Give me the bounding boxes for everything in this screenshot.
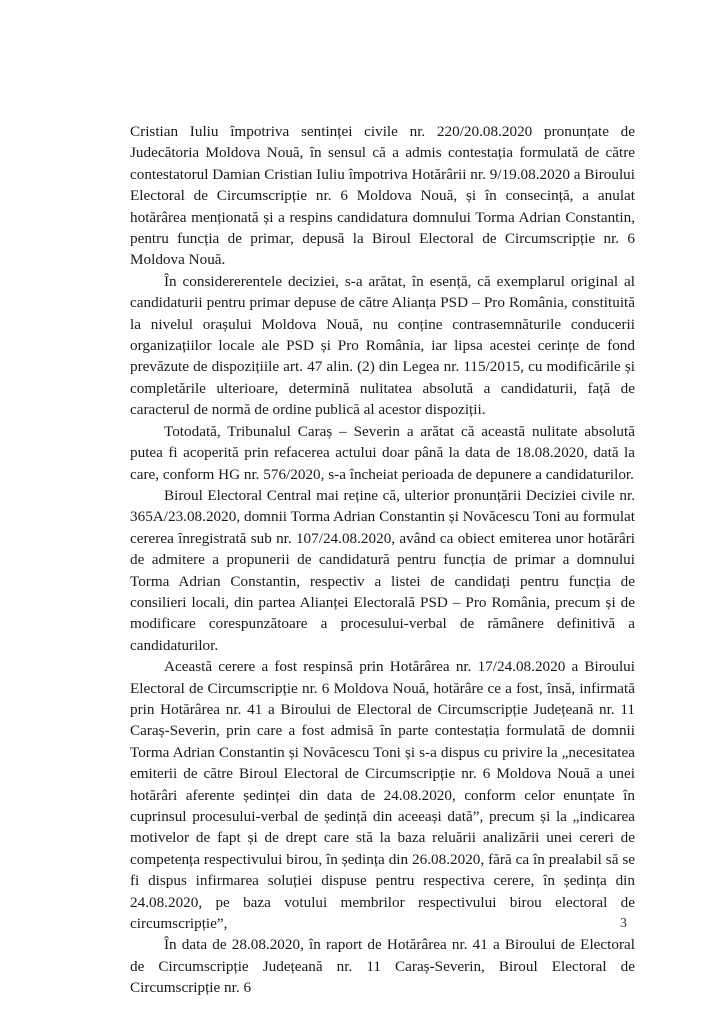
- paragraph-in-data: În data de 28.08.2020, în raport de Hotărârea nr. 41 a Biroului de Electoral de Circumscripție Județeană nr. 11 Caraș-Severin, Biroul Electoral de Circumscripție nr. 6: [130, 936, 635, 997]
- paragraph-bec-retine: Biroul Electoral Central mai reține că, ulterior pronunțării Deciziei civile nr. 365A/23.08.2020, domnii Torma Adrian Constantin și Novăcescu Toni au formulat cererea înregistrată sub nr. 107/24.08.2020, având ca obiect emiterea unor hotărâri de admitere a propunerii de candidatură pentru funcția de primar a domnului Torma Adrian Constantin, respectiv a listei de candidați pentru funcția de consilieri locali, din partea Alianței Electorală PSD – Pro România, precum și de modificare corespunzătoare a procesului-verbal de rămânere definitivă a candidaturilor.: [130, 486, 635, 654]
- page-number: 3: [620, 916, 627, 931]
- paragraph-continuation: Cristian Iuliu împotriva sentinței civile nr. 220/20.08.2020 pronunțate de Judecătoria Moldova Nouă, în sensul că a admis contestația formulată de către contestatorul Damian Cristian Iuliu împotriva Hotărârii nr. 9/19.08.2020 a Biroului Electoral de Circumscripție nr. 6 Moldova Nouă, și în consecință, a anulat hotărârea menționată și a respins candidatura domnului Torma Adrian Constantin, pentru funcția de primar, depusă la Biroul Electoral de Circumscripție nr. 6 Moldova Nouă.: [130, 123, 635, 269]
- paragraph-totodata: Totodată, Tribunalul Caraș – Severin a arătat că această nulitate absolută putea fi acoperită prin refacerea actului doar până la data de 18.08.2020, dată la care, conform HG nr. 576/2020, s-a încheiat perioada de depunere a candidaturilor.: [130, 422, 635, 483]
- paragraph-considerente: În considererentele deciziei, s-a arătat, în esență, că exemplarul original al candidaturii pentru primar depuse de către Alianța PSD – Pro România, constituită la nivelul orașului Moldova Nouă, nu conține contrasemnăturile conducerii organizațiilor locale ale PSD și Pro România, iar lipsa acestei cerințe de fond prevăzute de dispozițiile art. 47 alin. (2) din Legea nr. 115/2015, cu modificările și completările ulterioare, determină nulitatea absolută a candidaturii, față de caracterul de normă de ordine publică al acestor dispoziții.: [130, 272, 635, 419]
- document-body: [130, 121, 635, 999]
- paragraph-cerere-respinsa: Această cerere a fost respinsă prin Hotărârea nr. 17/24.08.2020 a Biroului Electoral de Circumscripție nr. 6 Moldova Nouă, hotărâre ce a fost, însă, infirmată prin Hotărârea nr. 41 a Biroului de Electoral de Circumscripție Județeană nr. 11 Caraș-Severin, prin care a fost admisă în parte contestația formulată de domnii Torma Adrian Constantin și Novăcescu Toni și s-a dispus cu privire la „necesitatea emiterii de către Biroul Electoral de Circumscripție nr. 6 Moldova Nouă a unei hotărâri aferente ședinței din data de 24.08.2020, conform celor enunțate în cuprinsul procesului-verbal de ședință din aceeași dată”, precum și la „indicarea motivelor de fapt și de drept care stă la baza reluării analizării unei cereri de competența respectivului birou, în ședința din 26.08.2020, fără ca în prealabil să se fi dispus infirmarea soluției dispuse pentru respectiva cerere, în ședința din 24.08.2020, pe baza votului membrilor respectivului birou electoral de circumscripție”,: [130, 658, 635, 933]
